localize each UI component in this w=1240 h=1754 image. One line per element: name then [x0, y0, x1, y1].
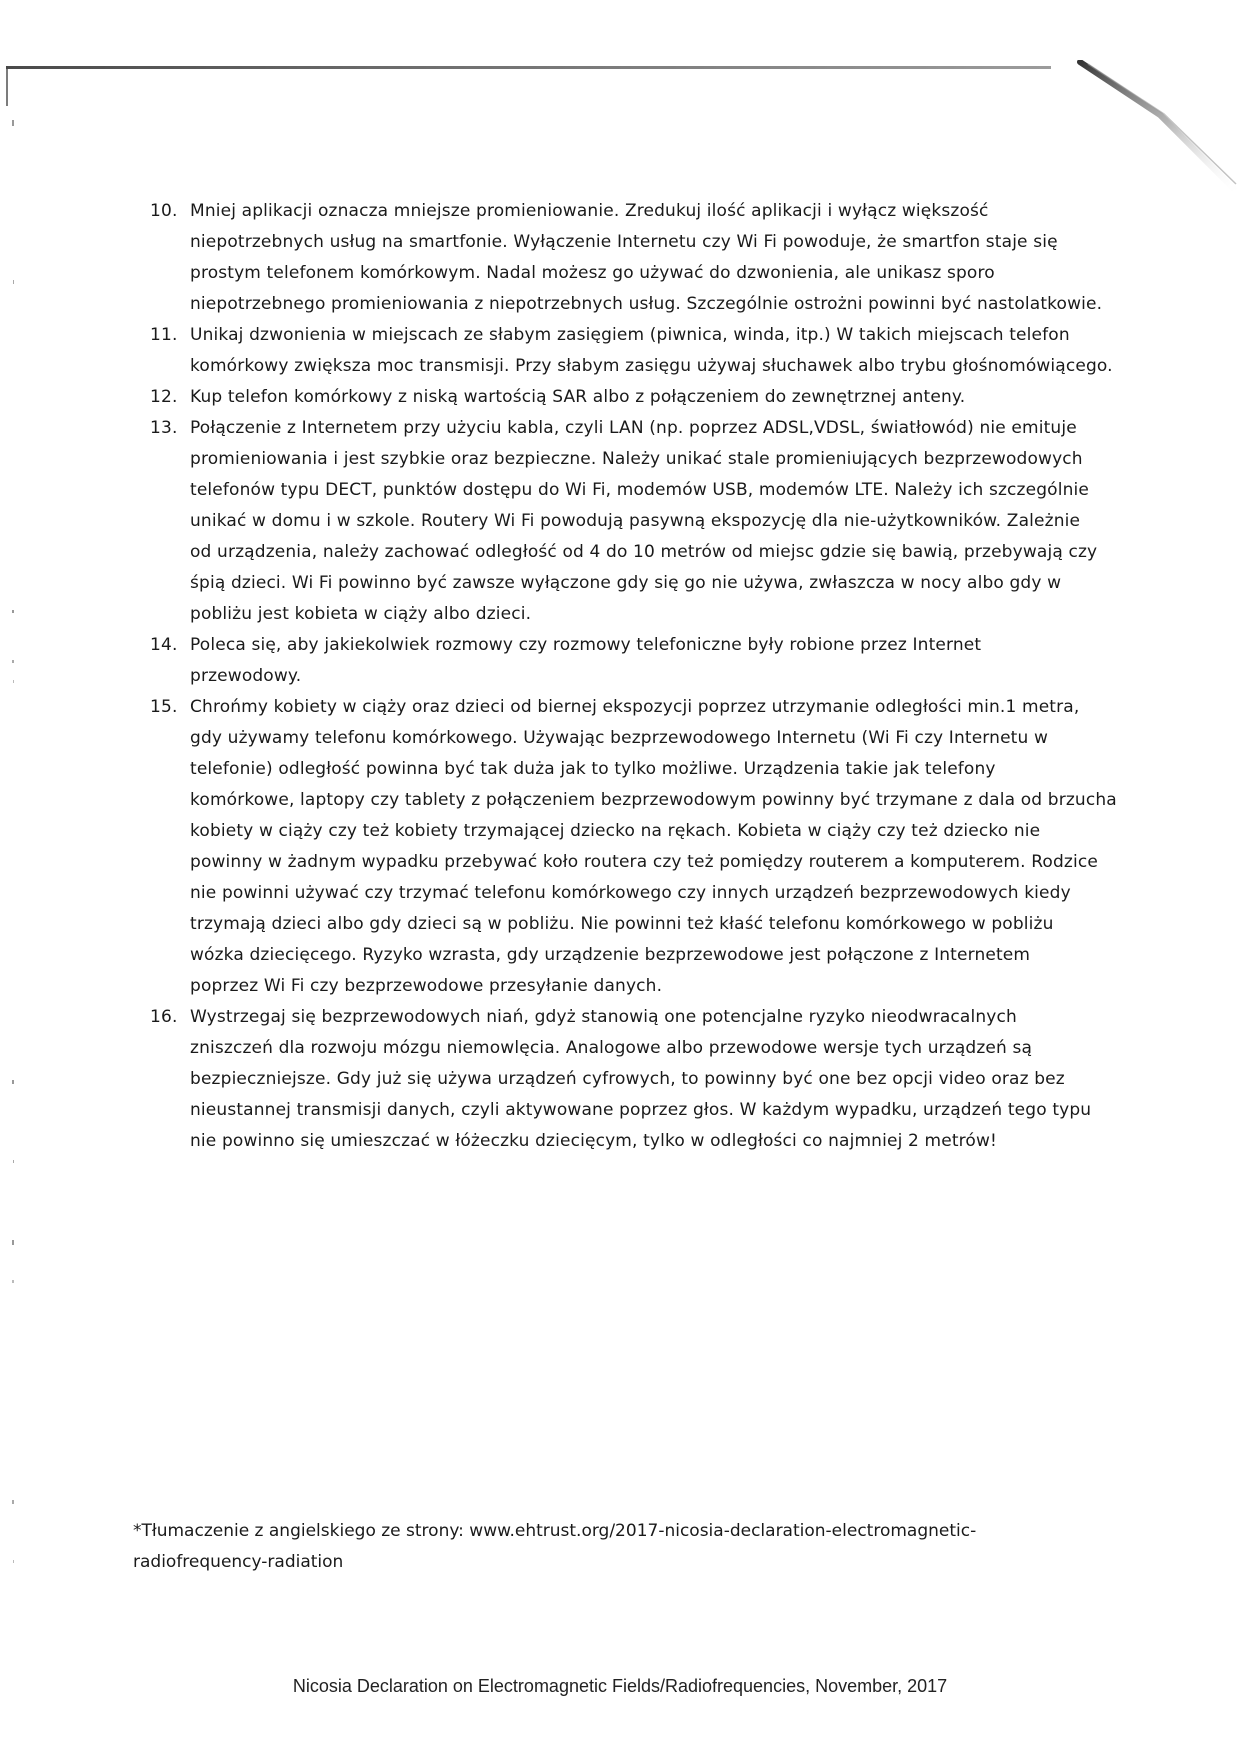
list-item-number: 11.	[150, 325, 178, 345]
list-item-text: Wystrzegaj się bezprzewodowych niań, gdyż stanowią one potencjalne ryzyko nieodwracalnych zniszczeń dla rozwoju mózgu niemowlęcia. Analogowe albo przewodowe wersje tych urządzeń są bezpieczniejsze. Gdy już się używa urządzeń cyfrowych, to powinny być one bez opcji video oraz bez nieustannej transmisji danych, czyli aktywowane poprzez głos. W każdym wypadku, urządzeń tego typu nie powinno się umieszczać w łóżeczku dziecięcym, tylko w odległości co najmniej 2 metrów!	[190, 1007, 1092, 1151]
list-item	[150, 320, 1150, 382]
list-item	[150, 382, 1150, 413]
page-footer: Nicosia Declaration on Electromagnetic Fields/Radiofrequencies, November, 2017	[292, 1676, 948, 1696]
list-item-text: Chrońmy kobiety w ciąży oraz dzieci od biernej ekspozycji poprzez utrzymanie odległości min.1 metra, gdy używamy telefonu komórkowego. Używając bezprzewodowego Internetu (Wi Fi czy Internetu w telefonie) odległość powinna być tak duża jak to tylko możliwe. Urządzenia takie jak telefony komórkowe, laptopy czy tablety z połączeniem bezprzewodowym powinny być trzymane z dala od brzucha kobiety w ciąży czy też kobiety trzymającej dziecko na rękach. Kobieta w ciąży czy też dziecko nie powinny w żadnym wypadku przebywać koło routera czy też pomiędzy routerem a komputerem. Rodzice nie powinni używać czy trzymać telefonu komórkowego czy innych urządzeń bezprzewodowych kiedy trzymają dzieci albo gdy dzieci są w pobliżu. Nie powinni też kłaść telefonu komórkowego w pobliżu wózka dziecięcego. Ryzyko wzrasta, gdy urządzenie bezprzewodowe jest połączone z Internetem poprzez Wi Fi czy bezprzewodowe przesyłanie danych.	[190, 697, 1117, 996]
list-item	[150, 196, 1150, 320]
list-item-number: 13.	[150, 418, 178, 438]
list-item	[150, 692, 1150, 1002]
list-item-text: Kup telefon komórkowy z niską wartością SAR albo z połączeniem do zewnętrznej anteny.	[190, 387, 966, 407]
translation-footnote: *Tłumaczenie z angielskiego ze strony: www.ehtrust.org/2017-nicosia-declaration-electromagnetic- radiofrequency-radiation	[133, 1521, 977, 1572]
folded-corner-shadow	[1040, 60, 1240, 210]
list-item-text: Unikaj dzwonienia w miejscach ze słabym zasięgiem (piwnica, winda, itp.) W takich miejscach telefon komórkowy zwiększa moc transmisji. Przy słabym zasięgu używaj słuchawek albo trybu głośnomówiącego.	[190, 325, 1113, 376]
list-item-number: 12.	[150, 387, 178, 407]
list-item-number: 14.	[150, 635, 178, 655]
scan-edge-top	[6, 66, 1051, 69]
scan-edge-left	[6, 66, 8, 106]
list-item-text: Mniej aplikacji oznacza mniejsze promieniowanie. Zredukuj ilość aplikacji i wyłącz większość niepotrzebnych usług na smartfonie. Wyłączenie Internetu czy Wi Fi powoduje, że smartfon staje się prostym telefonem komórkowym. Nadal możesz go używać do dzwonienia, ale unikasz sporo niepotrzebnego promieniowania z niepotrzebnych usług. Szczególnie ostrożni powinni być nastolatkowie.	[190, 201, 1103, 314]
list-item	[150, 413, 1150, 630]
numbered-list	[150, 196, 1150, 1157]
list-item-number: 16.	[150, 1007, 178, 1027]
list-item	[150, 1002, 1150, 1157]
list-item	[150, 630, 1150, 692]
scan-margin-specks	[8, 120, 20, 1670]
list-item-number: 15.	[150, 697, 178, 717]
list-item-text: Poleca się, aby jakiekolwiek rozmowy czy rozmowy telefoniczne były robione przez Internet przewodowy.	[190, 635, 982, 686]
list-item-text: Połączenie z Internetem przy użyciu kabla, czyli LAN (np. poprzez ADSL,VDSL, światłowód) nie emituje promieniowania i jest szybkie oraz bezpieczne. Należy unikać stale promieniujących bezprzewodowych telefonów typu DECT, punktów dostępu do Wi Fi, modemów USB, modemów LTE. Należy ich szczególnie unikać w domu i w szkole. Routery Wi Fi powodują pasywną ekspozycję dla nie-użytkowników. Zależnie od urządzenia, należy zachować odległość od 4 do 10 metrów od miejsc gdzie się bawią, przebywają czy śpią dzieci. Wi Fi powinno być zawsze wyłączone gdy się go nie używa, zwłaszcza w nocy albo gdy w pobliżu jest kobieta w ciąży albo dzieci.	[190, 418, 1098, 624]
list-item-number: 10.	[150, 201, 178, 221]
